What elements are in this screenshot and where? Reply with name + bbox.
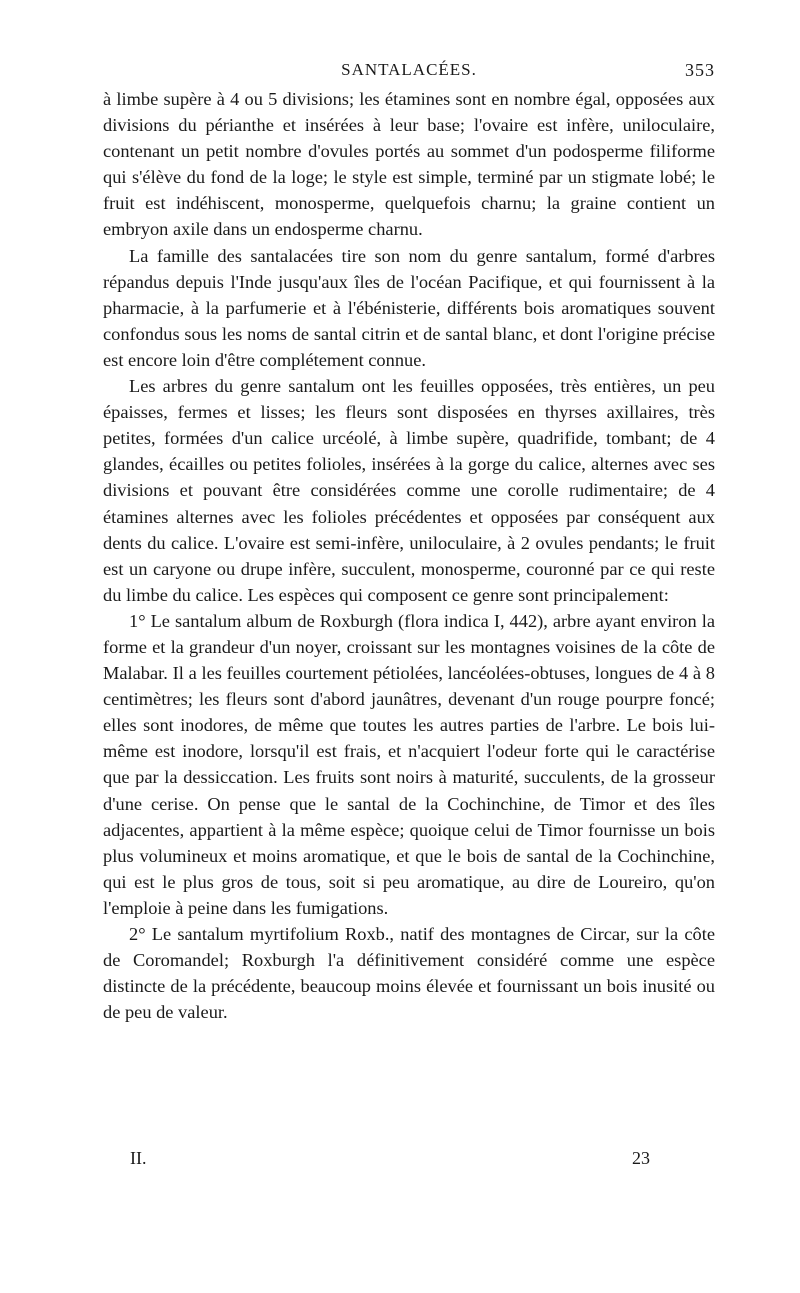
running-title: SANTALACÉES. bbox=[341, 60, 477, 79]
paragraph-santalum-album: 1° Le santalum album de Roxburgh (flora indica I, 442), arbre ayant environ la forme et la grandeur d'un noyer, croissant sur les montagnes voisines de la côte de Malabar. Il a les feuilles courtement pétiolées, lancéolées-obtuses, longues de 4 à 8 centimètres; les fleurs sont d'abord jaunâtres, devenant d'un rouge pourpre foncé; elles sont inodores, de même que toutes les autres parties de l'arbre. Le bois lui-même est inodore, lorsqu'il est frais, et n'acquiert l'odeur forte qui le caractérise que par la dessiccation. Les fruits sont noirs à maturité, succulents, de la grosseur d'une cerise. On pense que le santal de la Cochinchine, de Timor et des îles adjacentes, appartient à la même espèce; quoique celui de Timor fournisse un bois plus volumineux et moins aromatique, et que le bois de santal de la Cochinchine, qui est le plus gros de tous, soit si peu aromatique, au dire de Loureiro, qu'on l'emploie à peine dans les fumigations. bbox=[103, 610, 715, 918]
paragraph-genus-description: Les arbres du genre santalum ont les feuilles opposées, très entières, un peu épaisses, fermes et lisses; les fleurs sont disposées en thyrses axillaires, très petites, formées d'un calice urcéolé, à limbe supère, quadrifide, tombant; de 4 glandes, écailles ou petites folioles, insérées à la gorge du calice, alternes avec ses divisions et pouvant être considérées comme une corolle rudimentaire; de 4 étamines alternes avec les folioles précédentes et opposées par conséquent aux dents du calice. L'ovaire est semi-infère, uniloculaire, à 2 ovules pendants; le fruit est un caryone ou drupe infère, succulent, monosperme, couronné par ce qui reste du limbe du calice. Les espèces qui composent ce genre sont principalement: bbox=[103, 376, 715, 605]
signature-mark: II. bbox=[130, 1148, 147, 1168]
page-number: 353 bbox=[685, 60, 715, 80]
paragraph-santalum-myrtifolium: 2° Le santalum myrtifolium Roxb., natif des montagnes de Circar, sur la côte de Coromandel; Roxburgh l'a définitivement considéré comme une espèce distincte de la précédente, beaucoup moins élevée et fournissant un bois inusité ou de peu de valeur. bbox=[103, 924, 715, 1023]
book-page bbox=[103, 56, 715, 1025]
body-text bbox=[103, 86, 715, 1025]
page-footer bbox=[116, 1148, 664, 1172]
paragraph-family-name: La famille des santalacées tire son nom du genre santalum, formé d'arbres répandus depuis l'Inde jusqu'aux îles de l'océan Pacifique, et qui fournissent à la pharmacie, à la parfumerie et à l'ébénisterie, différents bois aromatiques souvent confondus sous les noms de santal citrin et de santal blanc, et dont l'origine précise est encore loin d'être complétement connue. bbox=[103, 245, 715, 370]
sheet-number: 23 bbox=[632, 1148, 650, 1168]
paragraph-continued: à limbe supère à 4 ou 5 divisions; les étamines sont en nombre égal, opposées aux divisions du périanthe et insérées à leur base; l'ovaire est infère, uniloculaire, contenant un petit nombre d'ovules portés au sommet d'un podosperme filiforme qui s'élève du fond de la loge; le style est simple, terminé par un stigmate lobé; le fruit est indéhiscent, monosperme, quelquefois charnu; la graine contient un embryon axile dans un endosperme charnu. bbox=[103, 89, 715, 240]
running-head bbox=[103, 56, 715, 84]
